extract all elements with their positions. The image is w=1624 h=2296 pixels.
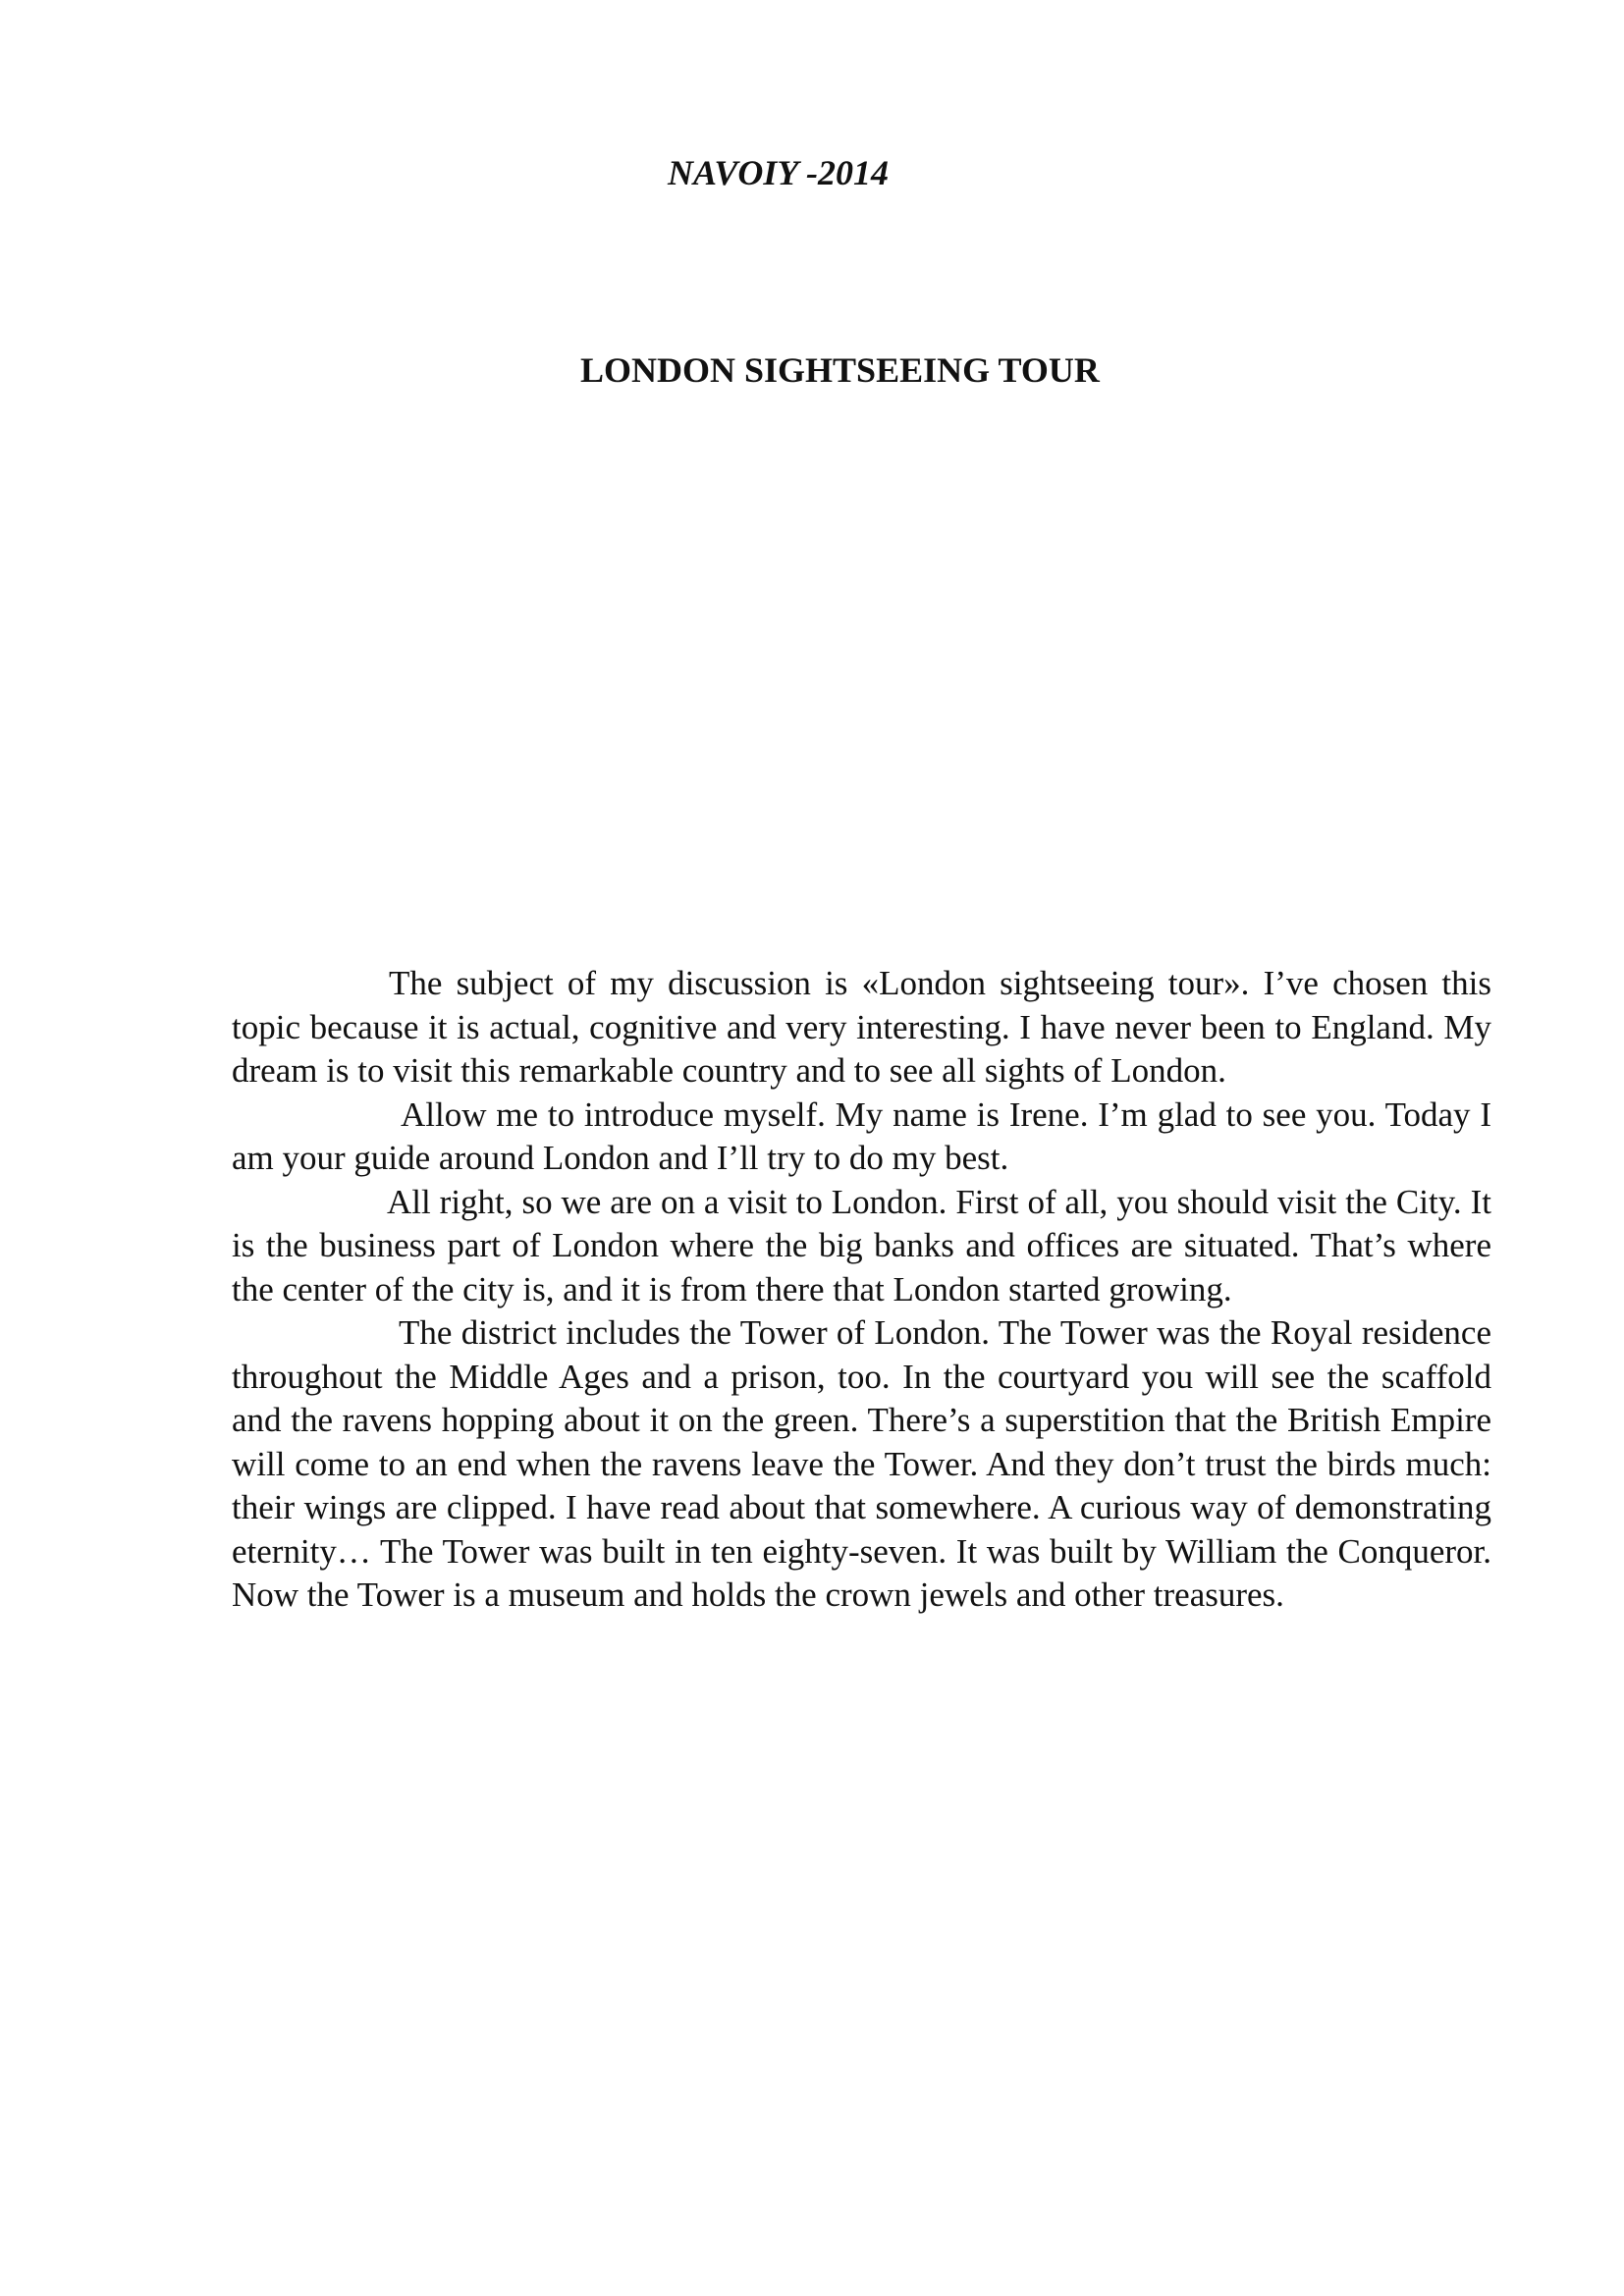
paragraph-city: All right, so we are on a visit to London. First of all, you should visit the City. It is the business part of London where the big banks and offices are situated. That’s where the center of the city is, and it is from there that London started growing.	[232, 1182, 1491, 1308]
document-header: NAVOIY -2014	[668, 153, 889, 192]
document-body	[232, 962, 1491, 1618]
paragraph-intro: The subject of my discussion is «London sightseeing tour». I’ve chosen this topic because it is actual, cognitive and very interesting. I have never been to England. My dream is to visit this remarkable country and to see all sights of London.	[232, 964, 1491, 1090]
document-title: LONDON SIGHTSEEING TOUR	[580, 350, 1100, 390]
paragraph-tower: The district includes the Tower of London. The Tower was the Royal residence throughout the Middle Ages and a prison, too. In the courtyard you will see the scaffold and the ravens hopping about it on the green. There’s a superstition that the British Empire will come to an end when the ravens leave the Tower. And they don’t trust the birds much: their wings are clipped. I have read about that somewhere. A curious way of demonstrating eternity… The Tower was built in ten eighty-seven. It was built by William the Conqueror. Now the Tower is a museum and holds the crown jewels and other treasures.	[232, 1313, 1491, 1614]
paragraph-guide: Allow me to introduce myself. My name is Irene. I’m glad to see you. Today I am your guide around London and I’ll try to do my best.	[232, 1095, 1491, 1177]
